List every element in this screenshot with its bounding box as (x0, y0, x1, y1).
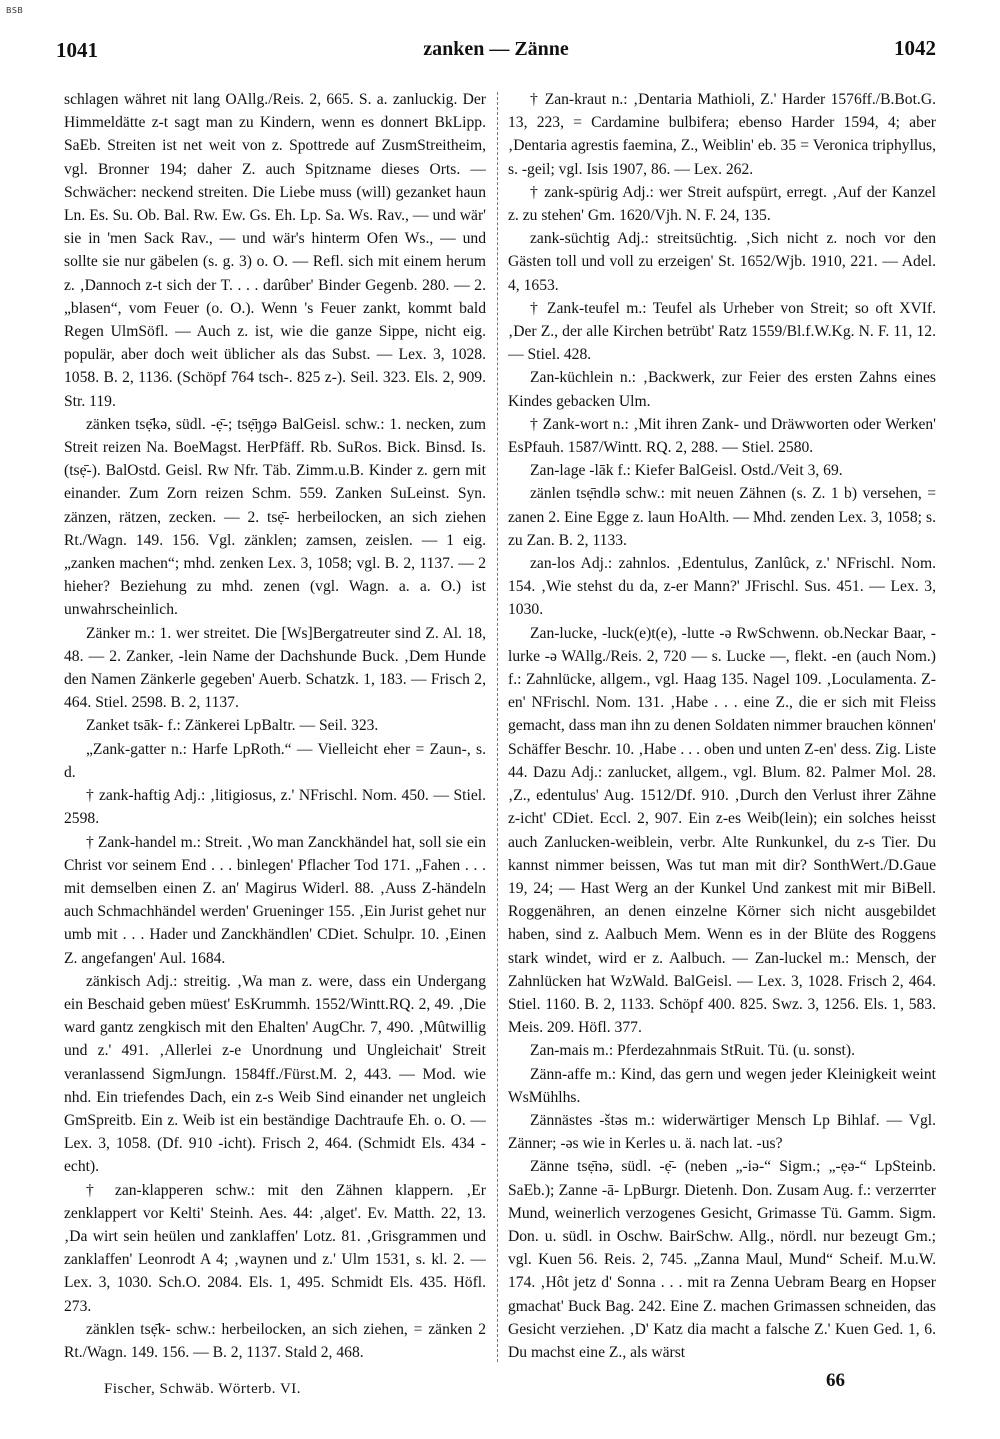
column-divider (497, 92, 498, 1362)
entry-zank-haftig: † zank-haftig Adj.: ‚litigiosus, z.' NFrischl. Nom. 450. — Stiel. 2598. (64, 787, 486, 828)
entry-zan-lage: Zan-lage -lāk f.: Kiefer BalGeisl. Ostd./Veit 3, 69. (530, 462, 843, 480)
page-number-left: 1041 (56, 38, 98, 62)
entry-zank-handel: † Zank-handel m.: Streit. ‚Wo man Zanckhändel hat, soll sie ein Christ vor seinem End . . . binlegen' Pflacher Tod 171. „Fahen . . . mit demselben einen Z. an' Magirus Widerl. 88. ‚Auss Z-händeln auch Schmachhändel werden' Grueninger 155. ‚Ein Jurist gehet nur umb mit . . . Hader und Zanckhändlen' CDiet. Schulpr. 10. ‚Einen Z. angefangen' Aul. 1684. (64, 833, 486, 967)
entry-zank-suechtig: zank-süchtig Adj.: streitsüchtig. ‚Sich nicht z. noch vor den Gästen toll und voll zu erzeigen' St. 1652/Wjb. 1910, 221. — Adel. 4, 1653. (508, 230, 936, 294)
entry-zaenne: Zänne tsẹ̄nə, südl. -ẹ̄- (neben „-iə-“ Sigm.; „-ẹə-“ LpSteinb. SaEb.); Zanne -ā- LpBurgr. Dietenh. Don. Zusam Aug. f.: verzerrter Mund, weinerlich verzogenes Gesicht, Grimasse Tü. Gamm. Sigm. Don. u. südl. in Oschw. BairSchw. Allg., nördl. nur bezeugt Gm.; vgl. Kuen 56. Reis. 2, 745. „Zanna Maul, Mund“ Scheif. M.u.W. 174. ‚Hôt jetz d' Sonna . . . mit ra Zenna Uebram Bearg en Hopser gmachat' Buck Bag. 242. Eine Z. machen Grimassen schneiden, das Gesicht verziehen. ‚D' Katz dia macht a falsche Z.' Kuen Ged. 1, 6. Du machst eine Z., als wärst (508, 1158, 936, 1361)
running-header (56, 34, 936, 66)
entry-zaenkisch: zänkisch Adj.: streitig. ‚Wa man z. were, dass ein Undergang ein Beschaid geben müest' EsKrummh. 1552/Wintt.RQ. 2, 49. ‚Die ward gantz zengkisch mit den Ehalten' AugChr. 7, 490. ‚Mûtwillig und z.' 491. ‚Allerlei z-e Unordnung und Ungleichait' Streit veranlassend SigmJungn. 1584ff./Fürst.M. 2, 443. — Mod. wie nhd. Ein triefendes Dach, ein z-s Weib Sind einander net ungleich GmSpreitb. Ein z. Weib ist ein beständige Dachtraufe Eh. o. O. — Lex. 3, 1058. (Df. 910 -icht). Frisch 2, 464. (Schmidt Els. 434 -echt). (64, 972, 486, 1176)
page-number-right: 1042 (894, 36, 936, 60)
entry-zaenken: zänken tsẹ̄kə, südl. -ẹ̄-; tsẹ̄ŋgə BalGeisl. schw.: 1. necken, zum Streit reizen Na. BoeMagst. HerPfäff. Rb. SuRos. Bick. Binsd. Is. (tsẹ̄-). BalOstd. Geisl. Rw Nfr. Täb. Zimm.u.B. Kinder z. gern mit einander. Zum Zorn reizen Schm. 559. Zanken SuLeinst. Syn. zänzen, rätzen, zecken. — 2. tsẹ̄- herbeilocken, an sich ziehen Rt./Wagn. 149. 156. Vgl. zänklen; zamsen, zeislen. — 1 eig. „zanken machen“; mhd. zenken Lex. 3, 1058; vgl. B. 2, 1137. — 2 hieher? Beziehung zu mhd. zenen (vgl. Wagn. a. a. O.) ist unwahrscheinlich. (64, 415, 486, 619)
footer-source: Fischer, Schwäb. Wörterb. VI. (104, 1381, 302, 1397)
entry-zanket: Zanket tsāk- f.: Zänkerei LpBaltr. — Seil. 323. (86, 717, 379, 735)
entry-zan-kraut: † Zan-kraut n.: ‚Dentaria Mathioli, Z.' Harder 1576ff./B.Bot.G. 13, 223, = Cardamine bulbifera; ebenso Harder 1594, 4; aber ‚Dentaria agrestis faemina, Z., Weiblin' eb. 35 = Veronica triphyllus, s. -geil; vgl. Isis 1907, 86. — Lex. 262. (508, 91, 936, 178)
entry-zan-kuechlein: Zan-küchlein n.: ‚Backwerk, zur Feier des ersten Zahns eines Kindes gebacken Ulm. (508, 369, 936, 410)
header-title: zanken — Zänne (423, 38, 569, 60)
entry-zank-spuerig: † zank-spürig Adj.: wer Streit aufspürt, erregt. ‚Auf der Kanzel z. zu stehen' Gm. 1620/Vjh. N. F. 24, 135. (508, 183, 936, 225)
entry-zank-wort: † Zank-wort n.: ‚Mit ihren Zank- und Dräwworten oder Werken' EsPfauh. 1587/Wintt. RQ. 2, 288. — Stiel. 2580. (508, 415, 936, 457)
entry-zan-lucke: Zan-lucke, -luck(e)t(e), -lutte -ə RwSchwenn. ob.Neckar Baar, -lurke -ə WAllg./Reis. 2, 720 — s. Lucke —, flekt. -en (auch Nom.) f.: Zahnlücke, allgem., vgl. Haag 135. Nagel 109. ‚Loculamenta. Z-en' NFrischl. Nom. 131. ‚Habe . . . eine Z., die er sich mit Fleiss gemacht, dass man ihn zu denen Soldaten nimmer brauchen können' Schäffer Beschr. 10. ‚Habe . . . oben und unten Z-en' dess. Zig. Liste 44. Dazu Adj.: zanlucket, allgem., vgl. Blum. 82. Palmer Mol. 28. ‚Z., edentulus' Aug. 1512/Df. 910. ‚Durch den Verlust ihrer Zähne z-icht' CDiet. Eccl. 2, 907. Ein z-es Weib(lein); ein solches heisst auch Zanlucken-weiblein, verbr. Alte Runkunkel, du z-s Tier. Du kannst nimmer beissen, Was tut man mit dir? SonthWert./D.Gaue 19, 24; — Hast Werg an der Kunkel Und zankest mit mir BiBell. Roggenähren, an denen einzelne Körner sich nicht ausgebildet haben, sind z. Aalbuch Mem. Wenn es in der Blüte des Roggens stark windet, wird er z. Aalbuch. — Zan-luckel m.: Mensch, der Zahnlücken hat WzWald. BalGeisl. — Lex. 3, 1028. Frisch 2, 464. Stiel. 1160. B. 2, 1133. Schöpf 400. 825. Swz. 3, 1256. Els. 1, 583. Meis. 209. Höfl. 377. (508, 624, 936, 1037)
entry-zan-mais: Zan-mais m.: Pferdezahnmais StRuit. Tü. (u. sonst). (530, 1042, 855, 1060)
footer-sheet-number: 66 (826, 1370, 845, 1391)
entry-zaenklen: zänklen tsẹ̄k- schw.: herbeilocken, an sich ziehen, = zänken 2 Rt./Wagn. 149. 156. — B. 2, 1137. Stald 2, 468. (64, 1320, 486, 1361)
entry-zaenn-affe: Zänn-affe m.: Kind, das gern und wegen jeder Kleinigkeit weint WsMühlhs. (508, 1065, 936, 1106)
entry-zan-klapperen: † zan-klapperen schw.: mit den Zähnen klappern. ‚Er zenklappert vor Kelti' Steinh. Aes. 44: ‚alget'. Ev. Matth. 22, 13. ‚Da wirt sein heülen und zanklaffen' Lotz. 81. ‚Grisgrammen und zanklaffen' Leonrodt A 4; ‚waynen und z.' Ulm 1531, s. kl. 2. — Lex. 3, 1030. Sch.O. 2084. Els. 1, 495. Schmidt Els. 435. Höfl. 273. (64, 1181, 486, 1315)
entry-zank-teufel: † Zank-teufel m.: Teufel als Urheber von Streit; so oft XVIf. ‚Der Z., der alle Kirchen betrübt' Ratz 1559/Bl.f.W.Kg. N. F. 11, 12. — Stiel. 428. (508, 299, 936, 364)
left-column (64, 88, 486, 1363)
entry-continuation: schlagen währet nit lang OAllg./Reis. 2, 665. S. a. zanluckig. Der Himmeldätte z-t sagt man zu Kindern, wenn es donnert BkLipp. SaEb. Streiten ist net weit von z. Spottrede auf ZusmStreitheim, vgl. Bronner 194; daher Z. auch Spitzname dieses Orts. — Schwächer: neckend streiten. Die Liebe muss (will) gezanket haun Ln. Es. Su. Ob. Bal. Rw. Ew. Gs. Eh. Lp. Sa. Ws. Rav., — und wär' sie in 'men Sack Rav., — und wär's hinterm Ofen Ws., — und sollte sie nur gäbelen (s. g. 3) o. O. — Refl. sich mit einem herum z. ‚Dannoch z-t sich der T. . . . darûber' Binder Gegenb. 280. — 2. „blasen“, vom Feuer (o. O.). Wenn 's Feuer zankt, kommt bald Regen UlmSöfl. — Auch z. ist, wie die ganze Sippe, nicht eig. populär, aber doch weit üblicher als das Subst. — Lex. 3, 1028. 1058. B. 2, 1136. (Schöpf 764 tsch-. 825 z-). Seil. 323. Els. 2, 909. Str. 119. (64, 91, 486, 410)
right-column (508, 88, 936, 1363)
entry-zaennaestes: Zännästes -štəs m.: widerwärtiger Mensch Lp Bihlaf. — Vgl. Zänner; -əs wie in Kerles u. ä. nach lat. -us? (508, 1111, 936, 1153)
library-stamp: BSB (6, 6, 24, 15)
entry-zank-gatter: „Zank-gatter n.: Harfe LpRoth.“ — Vielleicht eher = Zaun-, s. d. (64, 740, 486, 781)
entry-zaenlen: zänlen tsẹ̄ndlə schw.: mit neuen Zähnen (s. Z. 1 b) versehen, = zanen 2. Eine Egge z. laun HoAlth. — Mhd. zenden Lex. 3, 1058; s. zu Zan. B. 2, 1133. (508, 485, 936, 549)
entry-zan-los: zan-los Adj.: zahnlos. ‚Edentulus, Zanlûck, z.' NFrischl. Nom. 154. ‚Wie stehst du da, z-er Mann?' JFrischl. Sus. 451. — Lex. 3, 1030. (508, 555, 936, 619)
entry-zaenker: Zänker m.: 1. wer streitet. Die [Ws]Bergatreuter sind Z. Al. 18, 48. — 2. Zanker, -lein Name der Dachshunde Buck. ‚Dem Hunde den Namen Zänkerle gegeben' Auerb. Schatzk. 1, 183. — Frisch 2, 464. Stiel. 2598. B. 2, 1137. (64, 624, 486, 712)
